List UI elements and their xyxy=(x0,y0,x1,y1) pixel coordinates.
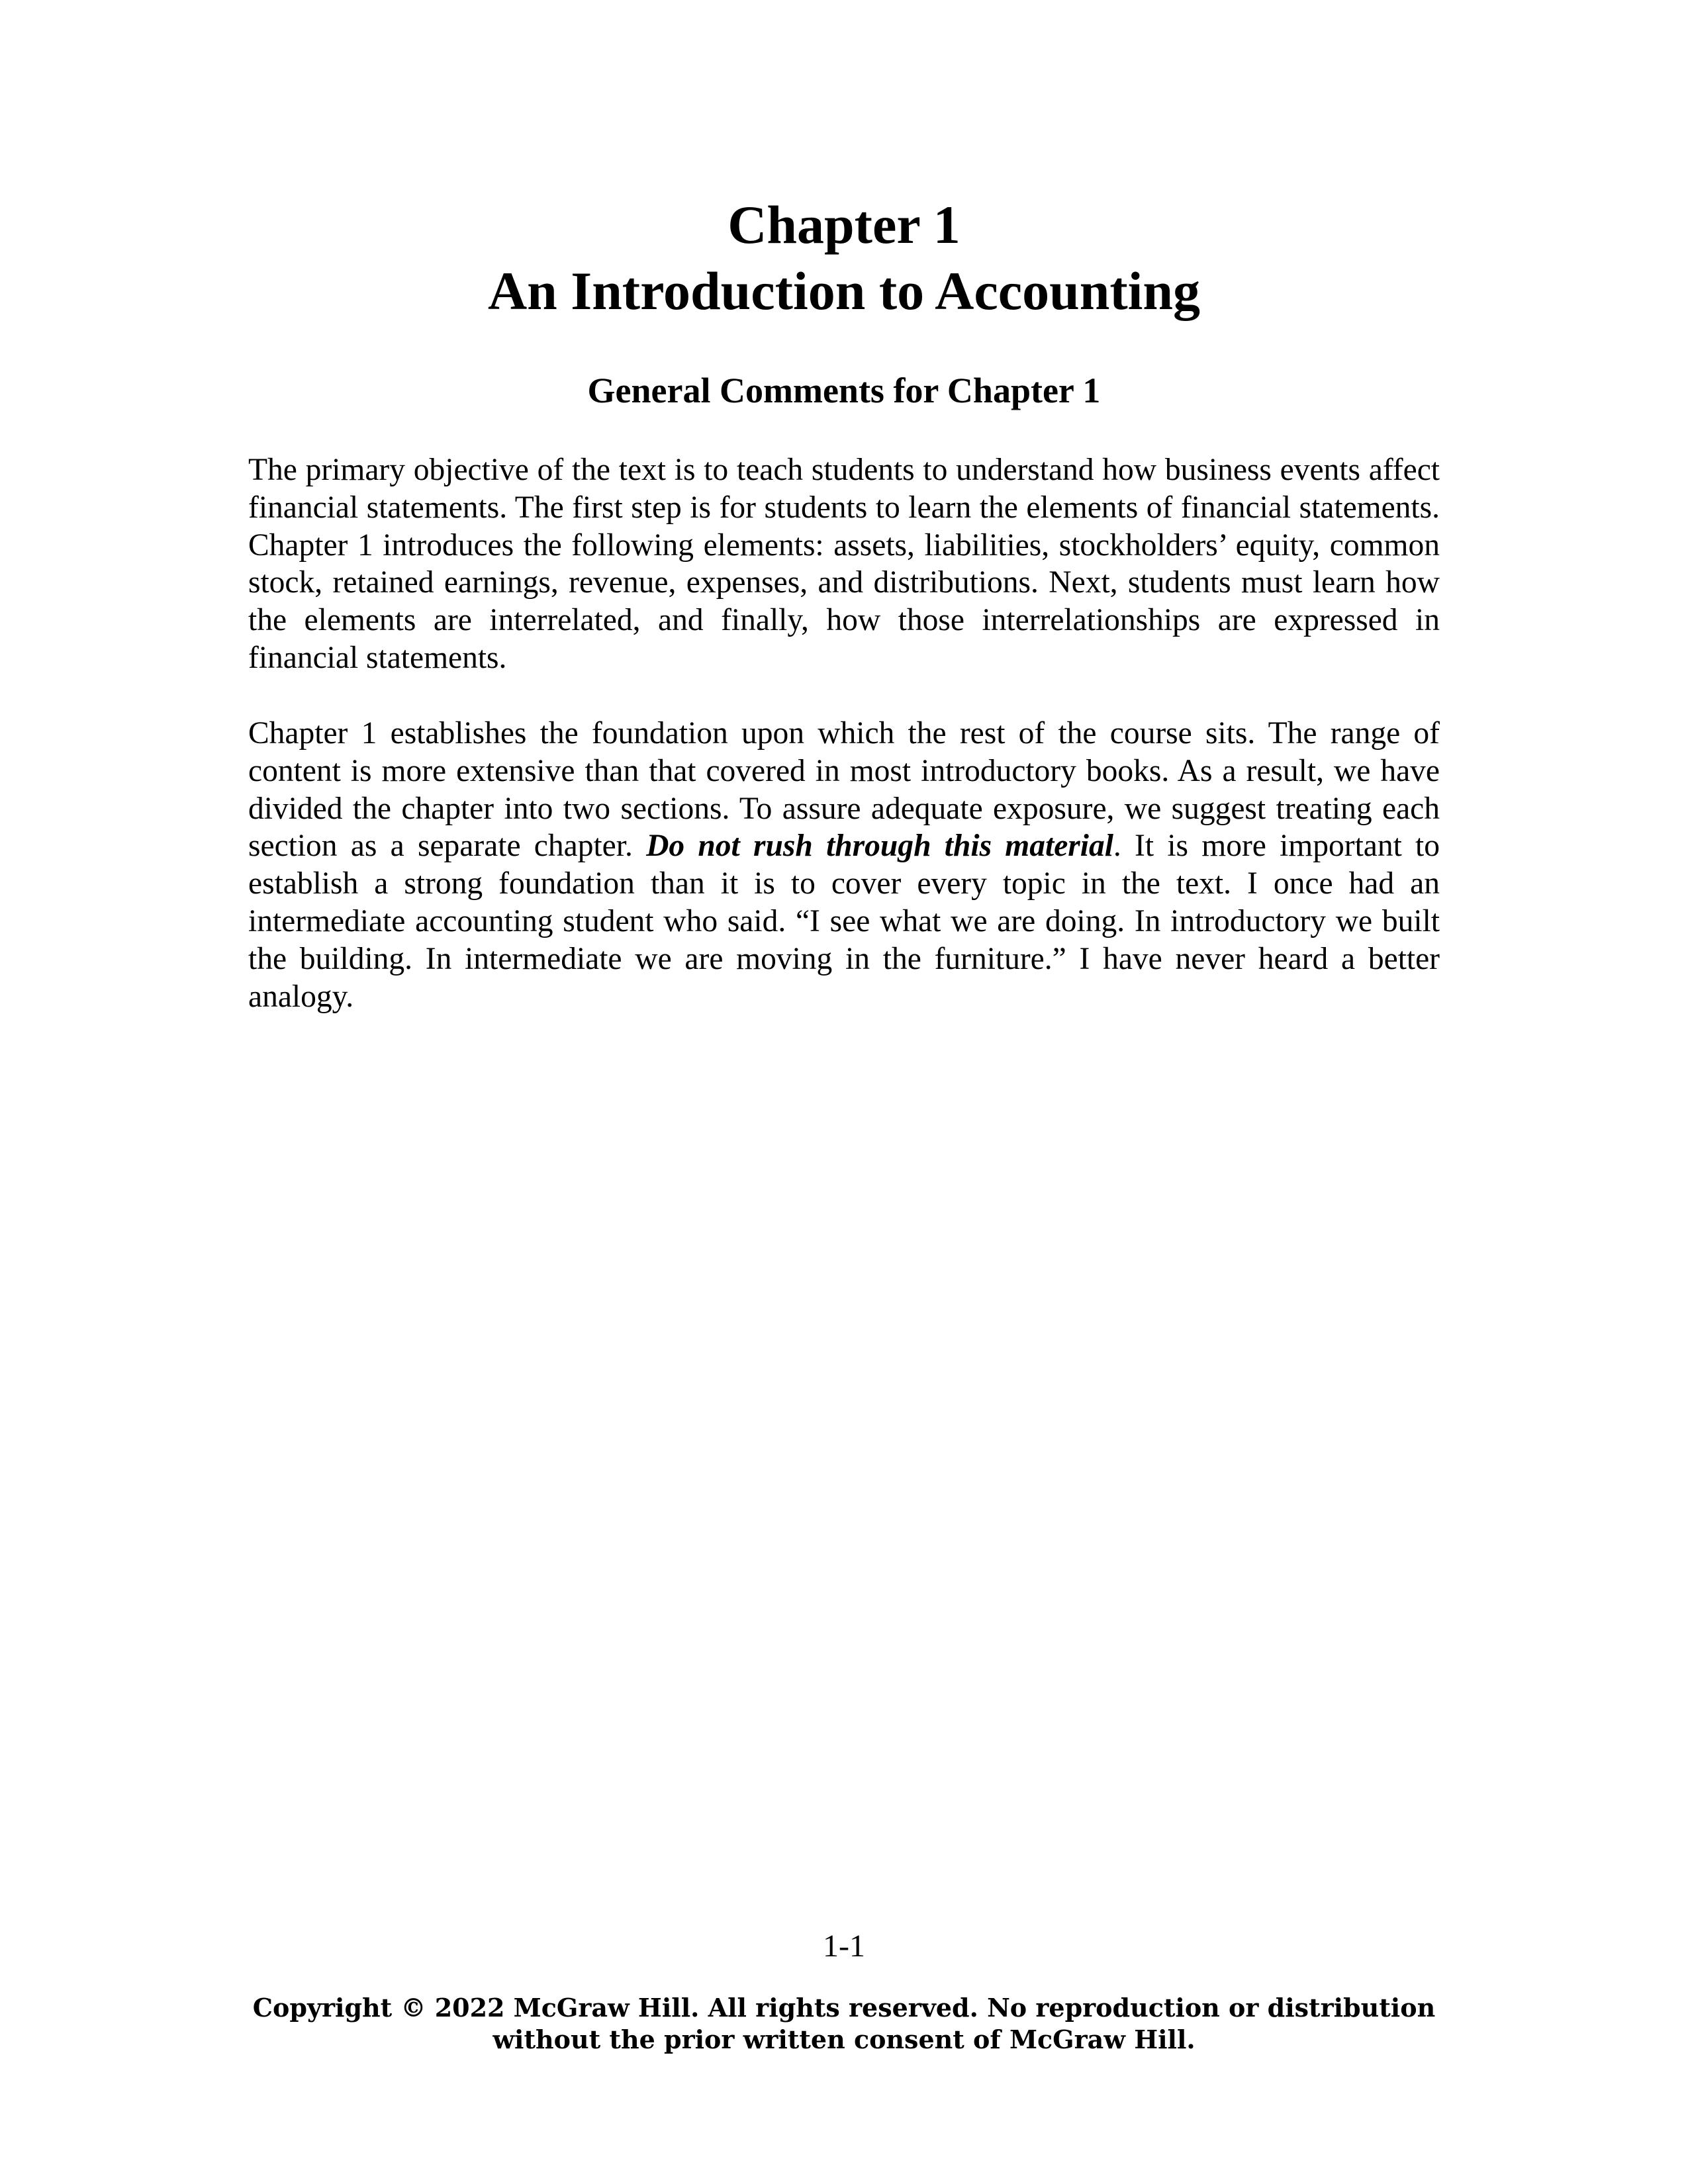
chapter-title: An Introduction to Accounting xyxy=(487,261,1201,321)
copyright-line-2: without the prior written consent of McGraw Hill. xyxy=(492,2025,1196,2054)
paragraph-objective: The primary objective of the text is to teach students to understand how business events affect financial statements. The first step is for students to learn the elements of financial statements. Chapter 1 introduces the following elements: assets, liabilities, stockholders’ equity, common stock, retained earnings, revenue, expenses, and distributions. Next, students must learn how the elements are interrelated, and finally, how those interrelationships are expressed in financial statements. xyxy=(248,453,1440,675)
emphasis-text: Do not rush through this material xyxy=(646,829,1113,864)
copyright-line-1: Copyright © 2022 McGraw Hill. All rights reserved. No reproduction or distribution xyxy=(252,1993,1436,2023)
paragraph-foundation-text-end: . It is more important to establish a strong foundation than it is to cover every topic in the text. I once had an intermediate accounting student who said. “I see what we are doing. In introductory we built the building. In intermediate we are moving in the furniture.” I have never heard a better analogy. xyxy=(248,829,1440,1014)
section-heading: General Comments for Chapter 1 xyxy=(587,371,1101,410)
copyright-notice xyxy=(0,1992,1688,2056)
paragraph-foundation xyxy=(248,715,1440,1015)
paragraph-foundation-text-start: Chapter 1 establishes the foundation upon which the rest of the course sits. The range of content is more extensive than that covered in most introductory books. As a result, we have divided the chapter into two sections. To assure adequate exposure, we suggest treating each section as a separate chapter. xyxy=(248,716,1440,864)
page-number: 1-1 xyxy=(823,1929,865,1964)
chapter-title-block xyxy=(0,192,1688,324)
chapter-label: Chapter 1 xyxy=(727,195,961,255)
